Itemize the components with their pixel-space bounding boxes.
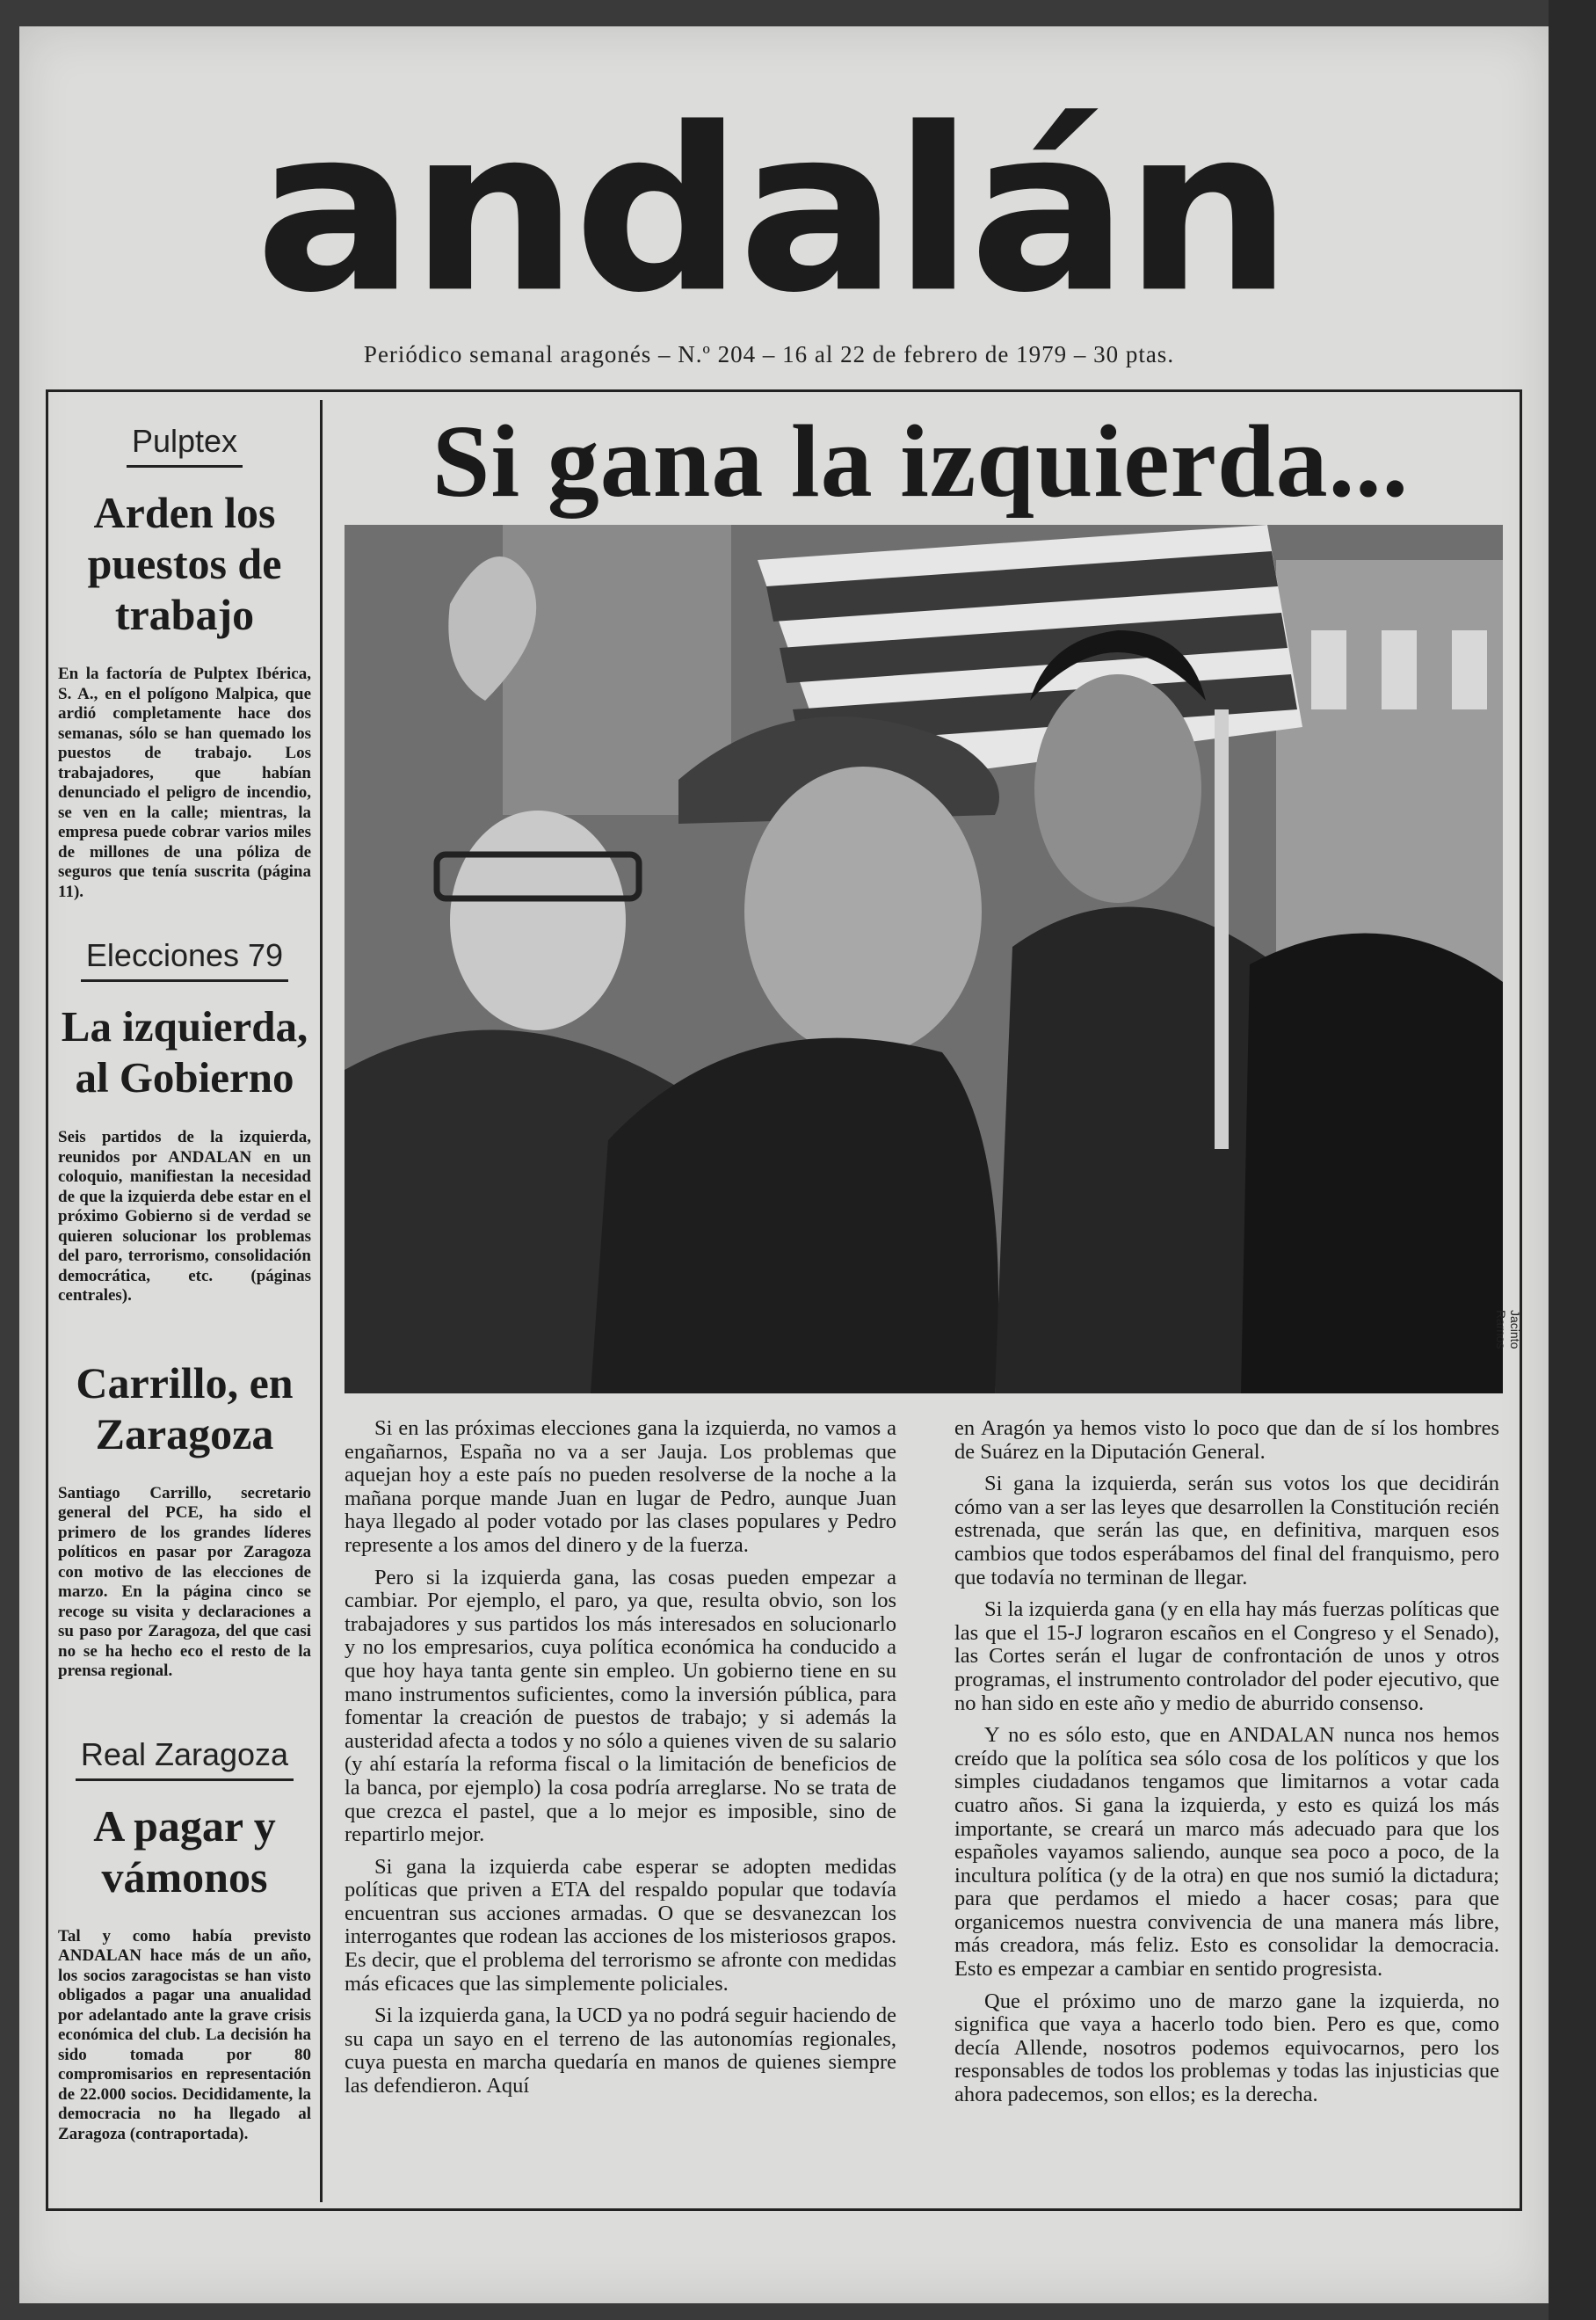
paragraph: Si la izquierda gana (y en ella hay más fuerzas políticas que las que el 15-J lograron escaños en el Congreso y el Senado), las Cortes serán el lugar de confrontación de unos y otros programas, el instrumento controlador del poder ejecutivo, que no han sido en este año y medio de aburrido consenso. [954,1597,1499,1715]
brief-text: Tal y como había previsto ANDALAN hace más de un año, los socios zaragocistas se han visto obligados a pagar una anualidad por adelantado ante la grave crisis económica del club. La decisión ha sido tomada por 80 compromisarios en representación de 22.000 socios. Decididamente, la democracia no ha llegado al Zaragoza (contraportada). [58,1926,311,2143]
brief-headline: Arden los puestos de trabajo [87,488,282,639]
paragraph: Si en las próximas elecciones gana la izquierda, no vamos a engañarnos, España no va a ser Jauja. Los problemas que aquejan hoy a este país no pueden resolverse de la noche a la mañana porque mande Juan en lugar de Pedro, aunque Juan haya llegado al poder votado por las clases populares y Pedro represente a los amos del dinero y de la fuerza. [345,1416,896,1557]
masthead-title: andalán [255,78,1288,343]
brief-headline: La izquierda, al Gobierno [61,1002,308,1102]
masthead-subline: Periódico semanal aragonés – N.º 204 – 16 al 22 de febrero de 1979 – 30 ptas. [363,341,1175,367]
paragraph: Si gana la izquierda cabe esperar se adopten medidas políticas que priven a ETA del respaldo popular que todavía encuentran sus acciones armadas. O que se desvanezcan los interrogantes que rodean las acciones de los misteriosos grapos. Es decir, que el problema del terrorismo se afronte con medidas más eficaces que las simplemente policiales. [345,1854,896,1996]
crowd-photo-illustration [345,525,1503,1393]
brief-text: Santiago Carrillo, secretario general del PCE, ha sido el primero de los grandes líderes políticos en pasar por Zaragoza con motivo de las elecciones de marzo. En la página cinco se recoge su visita y declaraciones a su paso por Zaragoza, del que casi no se ha hecho eco el resto de la prensa regional. [58,1483,311,1680]
brief-real-zaragoza [54,1736,315,2145]
lead-headline: Si gana la izquierda... [432,404,1410,519]
brief-section: Pulptex [127,423,243,468]
brief-text: Seis partidos de la izquierda, reunidos por ANDALAN en un coloquio, manifiestan la necesidad de que la izquierda debe estar en el próximo Gobierno si de verdad se quieren solucionar los problemas del paro, terrorismo, consolidación democrática, etc. (páginas centrales). [58,1128,311,1305]
photo-credit: Jacinto Ramos [1494,1310,1522,1349]
lead-photo [345,525,1503,1393]
brief-carrillo [54,1357,315,1682]
brief-section: Real Zaragoza [76,1736,294,1781]
paragraph: Que el próximo uno de marzo gane la izquierda, no significa que vaya a hacerlo todo bien. Pero es que, como decía Allende, nosotros podemos equivocarnos, pero los responsables de todos los problemas y todas las injusticias que ahora padecemos, son ellos; es la derecha. [954,1989,1499,2107]
paragraph: Y no es sólo esto, que en ANDALAN nunca nos hemos creído que la política sea sólo cosa de los políticos y que los simples ciudadanos tengamos que limitarnos a votar cada cuatro años. Si gana la izquierda, y esto es quizá los más importante, se creará un marco más adecuado para que los españoles vayamos saliendo, aunque sea poco a poco, de la incultura política (y de la otra) en que nos sumió la dictadura; para que perdamos el miedo a hacer cosas; para que organicemos nuestra convivencia de una manera más libre, más creadora, más feliz. Esto es consolidar la democracia. Esto es empezar a cambiar en sentido progresista. [954,1723,1499,1982]
sidebar [54,400,315,2202]
brief-elecciones [54,937,315,1306]
paragraph: en Aragón ya hemos visto lo poco que dan de sí los hombres de Suárez en la Diputación General. [954,1416,1499,1464]
lead-column-1 [345,1417,896,2107]
brief-headline: Carrillo, en Zaragoza [76,1357,294,1458]
column-divider [320,400,323,2202]
scan-edge [1549,0,1596,2320]
lead-column-2 [954,1417,1499,2116]
brief-headline: A pagar y vámonos [93,1800,276,1902]
paragraph: Si gana la izquierda, serán sus votos los que decidirán cómo van a ser las leyes que desarrollen la Constitución recién estrenada, que serán las que, en definitiva, marquen esos cambios que todos esperábamos del final del franquismo, pero que todavía no terminan de llegar. [954,1472,1499,1589]
paragraph: Si la izquierda gana, la UCD ya no podrá seguir haciendo de su capa un sayo en el terreno de las autonomías regionales, cuya puesta en marcha quedaría en manos de quienes siempre las defendieron. Aquí [345,2004,896,2098]
brief-pulptex [54,423,315,902]
paragraph: Pero si la izquierda gana, las cosas pueden empezar a cambiar. Por ejemplo, el paro, ya que, resulta obvio, son los trabajadores y sus partidos los más interesados en solucionarlo y no los empresarios, cuya política económica ha conducido a que hoy haya tanta gente sin empleo. Un gobierno tiene en su mano instrumentos suficientes, como la inversión pública, para fomentar la creación de puestos de trabajo; y si además la austeridad afecta a todos y no sólo a quienes viven de su salario (y ahí estaría la reforma fiscal o la limitación de beneficios de la banca, por ejemplo) la cosa podría arreglarse. No se trata de que crezca el pastel, que a lo mejor es imposible, sino de repartirlo mejor. [345,1565,896,1847]
brief-text: En la factoría de Pulptex Ibérica, S. A., en el polígono Malpica, que ardió completamente hace dos semanas, sólo se han quemado los puestos de trabajo. Los trabajadores, que habían denunciado el peligro de incendio, se ven en la calle; mientras, la empresa puede cobrar varios miles de millones de una póliza de seguros que tenía suscrita (página 11). [58,665,311,901]
brief-section: Elecciones 79 [81,937,288,982]
